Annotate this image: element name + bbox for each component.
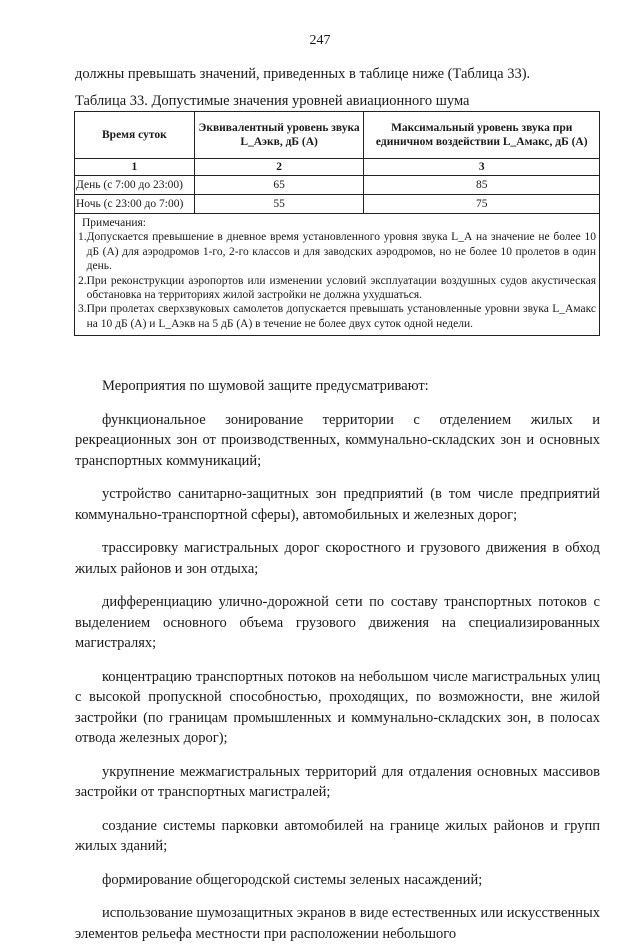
column-number: 3 [364, 159, 600, 176]
note-number: 2. [78, 274, 87, 287]
intro-line: должны превышать значений, приведенных в таблице ниже (Таблица 33). [75, 66, 531, 82]
table-header-row [75, 112, 600, 159]
paragraph: использование шумозащитных экранов в виде естественных или искусственных элементов рельефа местности при расположении небольшого [75, 905, 600, 942]
note-number: 3. [78, 303, 87, 316]
column-number-row [75, 159, 600, 176]
header-equivalent-level: Эквивалентный уровень звука L_Аэкв, дБ (А) [194, 112, 364, 159]
column-number: 2 [194, 159, 364, 176]
note-item [78, 230, 596, 273]
table-cell-max: 85 [364, 176, 600, 195]
paragraph-lead: Мероприятия по шумовой защите предусматривают: [102, 378, 429, 394]
paragraph: устройство санитарно-защитных зон предприятий (в том числе предприятий коммунально-транспортной сферы), автомобильных и железных дорог; [75, 486, 600, 523]
note-text: При реконструкции аэропортов или изменении условий эксплуатации воздушных судов акустическая обстановка на территориях жилой застройки не должна ухудшаться. [86, 274, 596, 301]
table-row [75, 195, 600, 214]
note-text: Допускается превышение в дневное время установленного уровня звука L_А на значение не более 10 дБ (А) для аэродромов 1-го, 2-го классов и для заводских аэродромов, но не более 10 пролетов в один день. [86, 231, 596, 273]
table-cell-equivalent: 55 [194, 195, 364, 214]
table-cell-period: День (с 7:00 до 23:00) [75, 176, 195, 195]
header-max-level: Максимальный уровень звука при единичном воздействии L_Амакс, дБ (А) [364, 112, 600, 159]
note-number: 1. [78, 231, 87, 244]
body-text [75, 376, 600, 944]
paragraph: создание системы парковки автомобилей на границе жилых районов и групп жилых зданий; [75, 817, 600, 854]
header-time-of-day: Время суток [75, 112, 195, 159]
paragraph: укрупнение межмагистральных территорий для отдаления основных массивов застройки от транспортных магистралей; [75, 763, 600, 800]
table-cell-max: 75 [364, 195, 600, 214]
note-item [78, 302, 596, 331]
paragraph: трассировку магистральных дорог скоростного и грузового движения в обход жилых районов и зон отдыха; [75, 540, 600, 577]
notes-row [75, 214, 600, 336]
paragraph: дифференциацию улично-дорожной сети по составу транспортных потоков с выделением основного объема грузового движения на специализированных магистралях; [75, 594, 600, 651]
table-notes [75, 214, 600, 336]
note-item [78, 274, 596, 303]
table-row [75, 176, 600, 195]
table-cell-period: Ночь (с 23:00 до 7:00) [75, 195, 195, 214]
column-number: 1 [75, 159, 195, 176]
paragraph: функциональное зонирование территории с отделением жилых и рекреационных зон от производственных, коммунально-складских зон и основных транспортных коммуникаций; [75, 411, 600, 469]
paragraph: концентрацию транспортных потоков на небольшом числе магистральных улиц с высокой пропускной способностью, проходящих, по возможности, вне жилой застройки (по границам промышленных и коммунально-складских зон, в полосах отвода железных дорог); [75, 668, 600, 746]
page-number: 247 [309, 33, 331, 48]
note-text: При пролетах сверхзвуковых самолетов допускается превышать установленные уровни звука L_Амакс на 10 дБ (А) и L_Аэкв на 5 дБ (А) в течение не более двух суток одной недели. [86, 303, 596, 330]
table-cell-equivalent: 65 [194, 176, 364, 195]
notes-title: Примечания: [82, 217, 146, 230]
paragraph: формирование общегородской системы зеленых насаждений; [102, 871, 483, 888]
noise-table [74, 111, 600, 336]
table-caption: Таблица 33. Допустимые значения уровней авиационного шума [75, 93, 470, 109]
